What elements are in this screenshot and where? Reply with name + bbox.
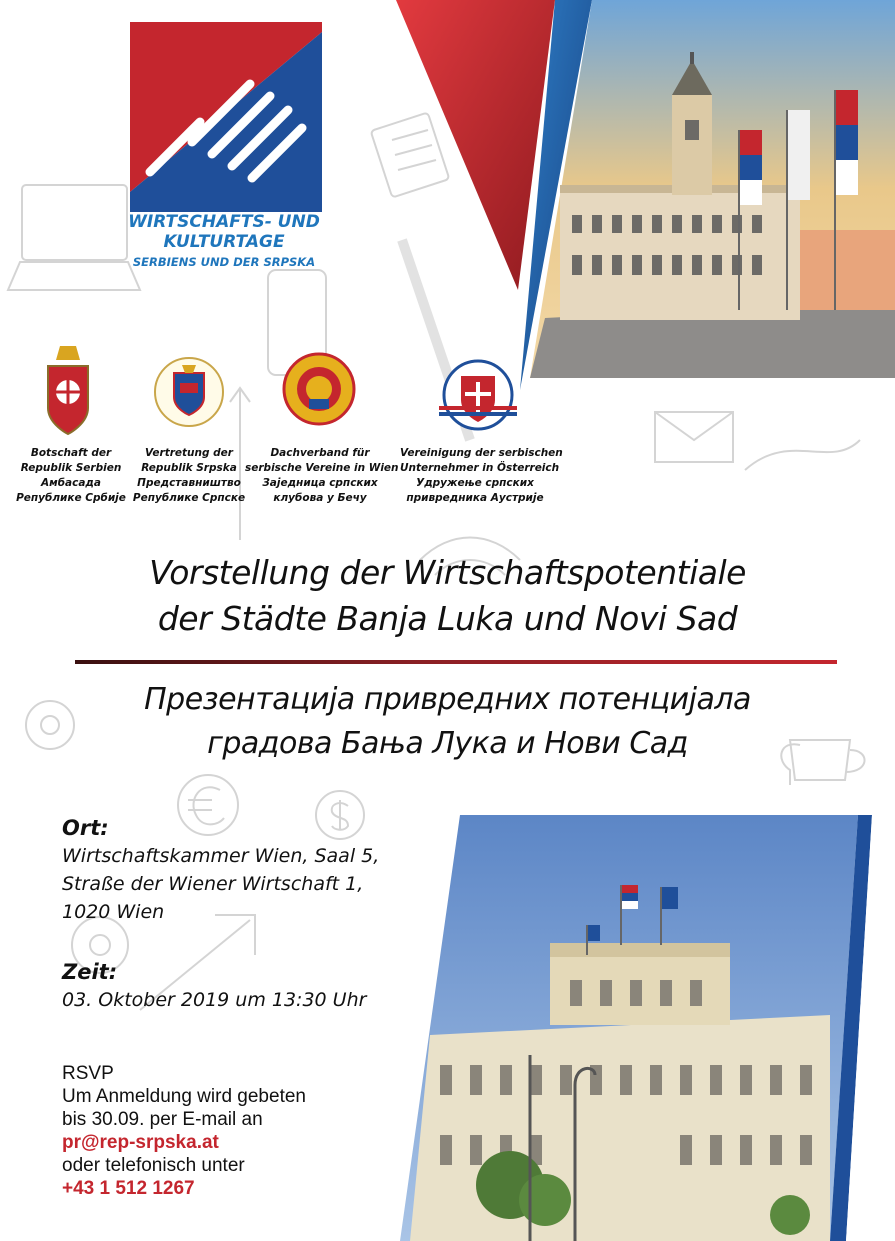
partner-unternehmer-text: Vereinigung der serbischen Unternehmer in Österreich Удружење српских привредника Аустрије [400,447,563,504]
rsvp-email-link[interactable]: pr@rep-srpska.at [62,1132,219,1153]
rsvp-line: bis 30.09. per E-mail an [62,1109,263,1130]
rsvp-block [62,1062,306,1200]
serbian-coat-of-arms-icon [42,346,94,436]
heading-german: Vorstellung der Wirtschaftspotentiale der Städte Banja Luka und Novi Sad [149,553,746,638]
banja-luka-palace-photo [400,815,895,1241]
rsvp-line: Um Anmeldung wird gebeten [62,1086,306,1107]
partner-embassy-text: Botschaft der Republik Serbien Амбасада Републике Србије [16,447,126,504]
time-value: 03. Oktober 2019 um 13:30 Uhr [62,989,367,1011]
venue-label: Ort: [62,816,109,840]
rsvp-line: oder telefonisch unter [62,1155,245,1176]
venue-line: 1020 Wien [62,901,165,923]
venue-line: Wirtschaftskammer Wien, Saal 5, [62,845,380,867]
republika-srpska-emblem-icon [152,355,226,429]
logo-title: WIRTSCHAFTS- UND KULTURTAGE [128,212,320,252]
partner-dachverband-text: Dachverband für serbische Vereine in Wien Заједница српских клубова у Бечу [245,447,399,504]
dachverband-emblem-icon [282,349,356,427]
handshake-icon [130,22,322,212]
venue-block [62,814,379,926]
time-label: Zeit: [62,960,118,984]
unternehmer-emblem-icon [437,358,519,432]
rsvp-phone[interactable]: +43 1 512 1267 [62,1178,195,1199]
rsvp-label: RSVP [62,1063,114,1084]
venue-line: Straße der Wiener Wirtschaft 1, [62,873,364,895]
heading-serbian: Презентација привредних потенцијала градова Бања Лука и Нови Сад [144,682,751,761]
heading-divider [75,660,837,664]
time-block [62,958,366,1014]
logo-subtitle: SERBIENS UND DER SRPSKA [132,255,316,269]
partner-srpska-text: Vertretung der Republik Srpska Представништво Републике Српске [132,447,246,504]
